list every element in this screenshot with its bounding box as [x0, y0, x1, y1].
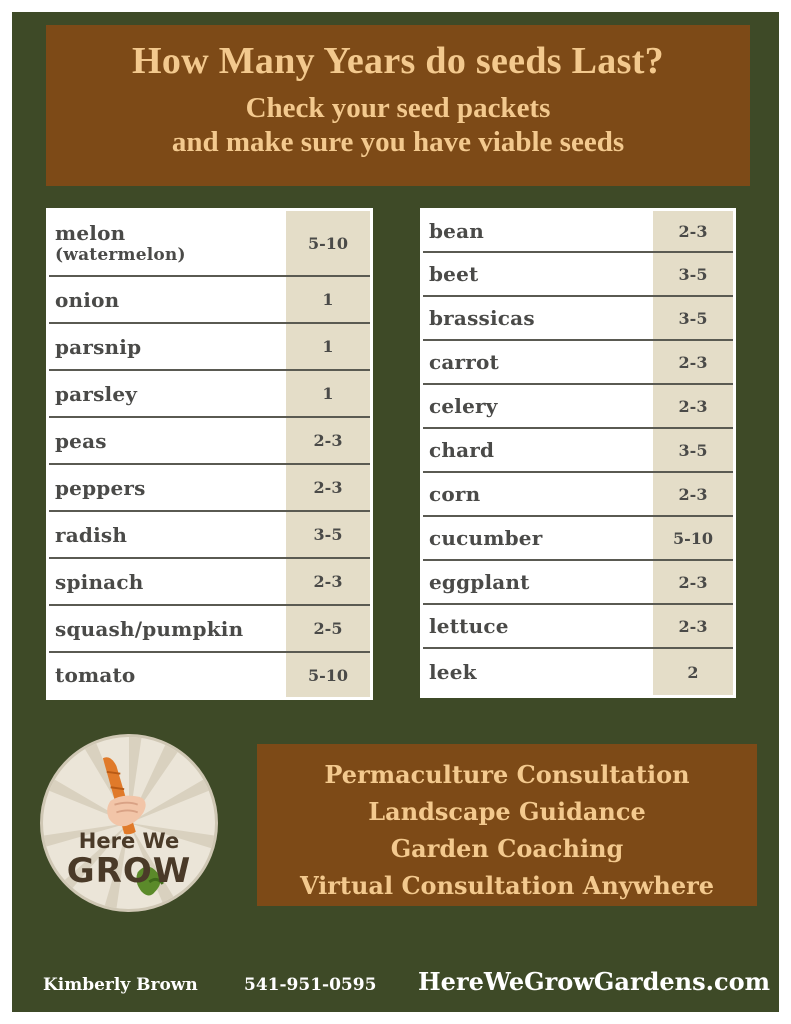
table-row — [423, 297, 733, 341]
service-item: Virtual Consultation Anywhere — [299, 871, 715, 900]
seed-years: 2-3 — [653, 341, 733, 383]
services-box — [257, 744, 757, 906]
phone-number: 541-951-0595 — [244, 975, 377, 995]
seed-years: 3-5 — [286, 512, 370, 557]
table-row — [49, 465, 370, 512]
seed-years: 2 — [653, 649, 733, 695]
seed-years: 5-10 — [653, 517, 733, 559]
seed-years: 5-10 — [286, 211, 370, 275]
seed-name: carrot — [429, 350, 499, 374]
table-row — [423, 429, 733, 473]
seed-name: onion — [55, 287, 120, 312]
seed-years: 3-5 — [653, 253, 733, 295]
poster — [12, 12, 779, 1012]
website-link[interactable]: HereWeGrowGardens.com — [418, 967, 771, 996]
table-row — [49, 418, 370, 465]
seed-name: beet — [429, 262, 479, 286]
subtitle-line-2: and make sure you have viable seeds — [171, 126, 625, 158]
seed-name: bean — [429, 219, 485, 243]
logo — [40, 734, 218, 912]
seed-years: 2-3 — [286, 418, 370, 463]
table-row — [49, 211, 370, 277]
seed-years: 5-10 — [286, 653, 370, 697]
seed-name: melon — [55, 221, 126, 245]
seed-name: chard — [429, 438, 495, 462]
seed-name: squash/pumpkin — [55, 616, 244, 641]
seed-years: 1 — [286, 371, 370, 416]
table-row — [49, 559, 370, 606]
table-row — [423, 605, 733, 649]
seed-years: 2-3 — [653, 561, 733, 603]
page-subtitle — [46, 91, 750, 159]
table-row — [423, 649, 733, 695]
logo-text-line-1: Here We — [78, 829, 180, 853]
seed-years: 1 — [286, 277, 370, 322]
seed-years: 2-5 — [286, 606, 370, 651]
table-row — [423, 341, 733, 385]
seed-years: 2-3 — [653, 605, 733, 647]
table-row — [423, 517, 733, 561]
table-row — [49, 324, 370, 371]
seed-years: 2-3 — [653, 211, 733, 251]
seed-name: corn — [429, 482, 481, 506]
seed-name: lettuce — [429, 614, 509, 638]
seed-name: cucumber — [429, 526, 543, 550]
seed-name: brassicas — [429, 306, 535, 330]
table-row — [423, 473, 733, 517]
seed-name: peas — [55, 428, 107, 453]
seed-table-left — [46, 208, 373, 700]
seed-name: radish — [55, 522, 128, 547]
seed-years: 2-3 — [653, 473, 733, 515]
service-item: Permaculture Consultation — [324, 760, 690, 789]
table-row — [49, 371, 370, 418]
seed-years: 1 — [286, 324, 370, 369]
footer — [12, 967, 779, 1003]
seed-name: tomato — [55, 663, 136, 687]
table-row — [49, 512, 370, 559]
seed-years: 2-3 — [653, 385, 733, 427]
seed-name-cell — [49, 211, 286, 275]
table-row — [423, 211, 733, 253]
seed-name: parsley — [55, 381, 138, 406]
seed-name: leek — [429, 660, 477, 684]
table-row — [423, 385, 733, 429]
service-item: Garden Coaching — [390, 834, 624, 863]
service-item: Landscape Guidance — [368, 797, 646, 826]
logo-text-line-2: GROW — [66, 851, 192, 891]
seed-years: 3-5 — [653, 429, 733, 471]
page-title: How Many Years do seeds Last? — [132, 40, 664, 82]
seed-name: parsnip — [55, 334, 142, 359]
table-row — [49, 653, 370, 697]
seed-table-right — [420, 208, 736, 698]
contact-name: Kimberly Brown — [43, 975, 198, 995]
seed-years: 2-3 — [286, 465, 370, 510]
seed-name: peppers — [55, 475, 146, 500]
table-row — [423, 561, 733, 605]
seed-note: (watermelon) — [55, 245, 186, 265]
seed-name: spinach — [55, 569, 144, 594]
seed-name: eggplant — [429, 570, 530, 594]
subtitle-line-1: Check your seed packets — [245, 92, 551, 124]
title-box — [46, 25, 750, 186]
seed-name: celery — [429, 394, 498, 418]
table-row — [49, 606, 370, 653]
table-row — [423, 253, 733, 297]
seed-years: 3-5 — [653, 297, 733, 339]
seed-years: 2-3 — [286, 559, 370, 604]
table-row — [49, 277, 370, 324]
